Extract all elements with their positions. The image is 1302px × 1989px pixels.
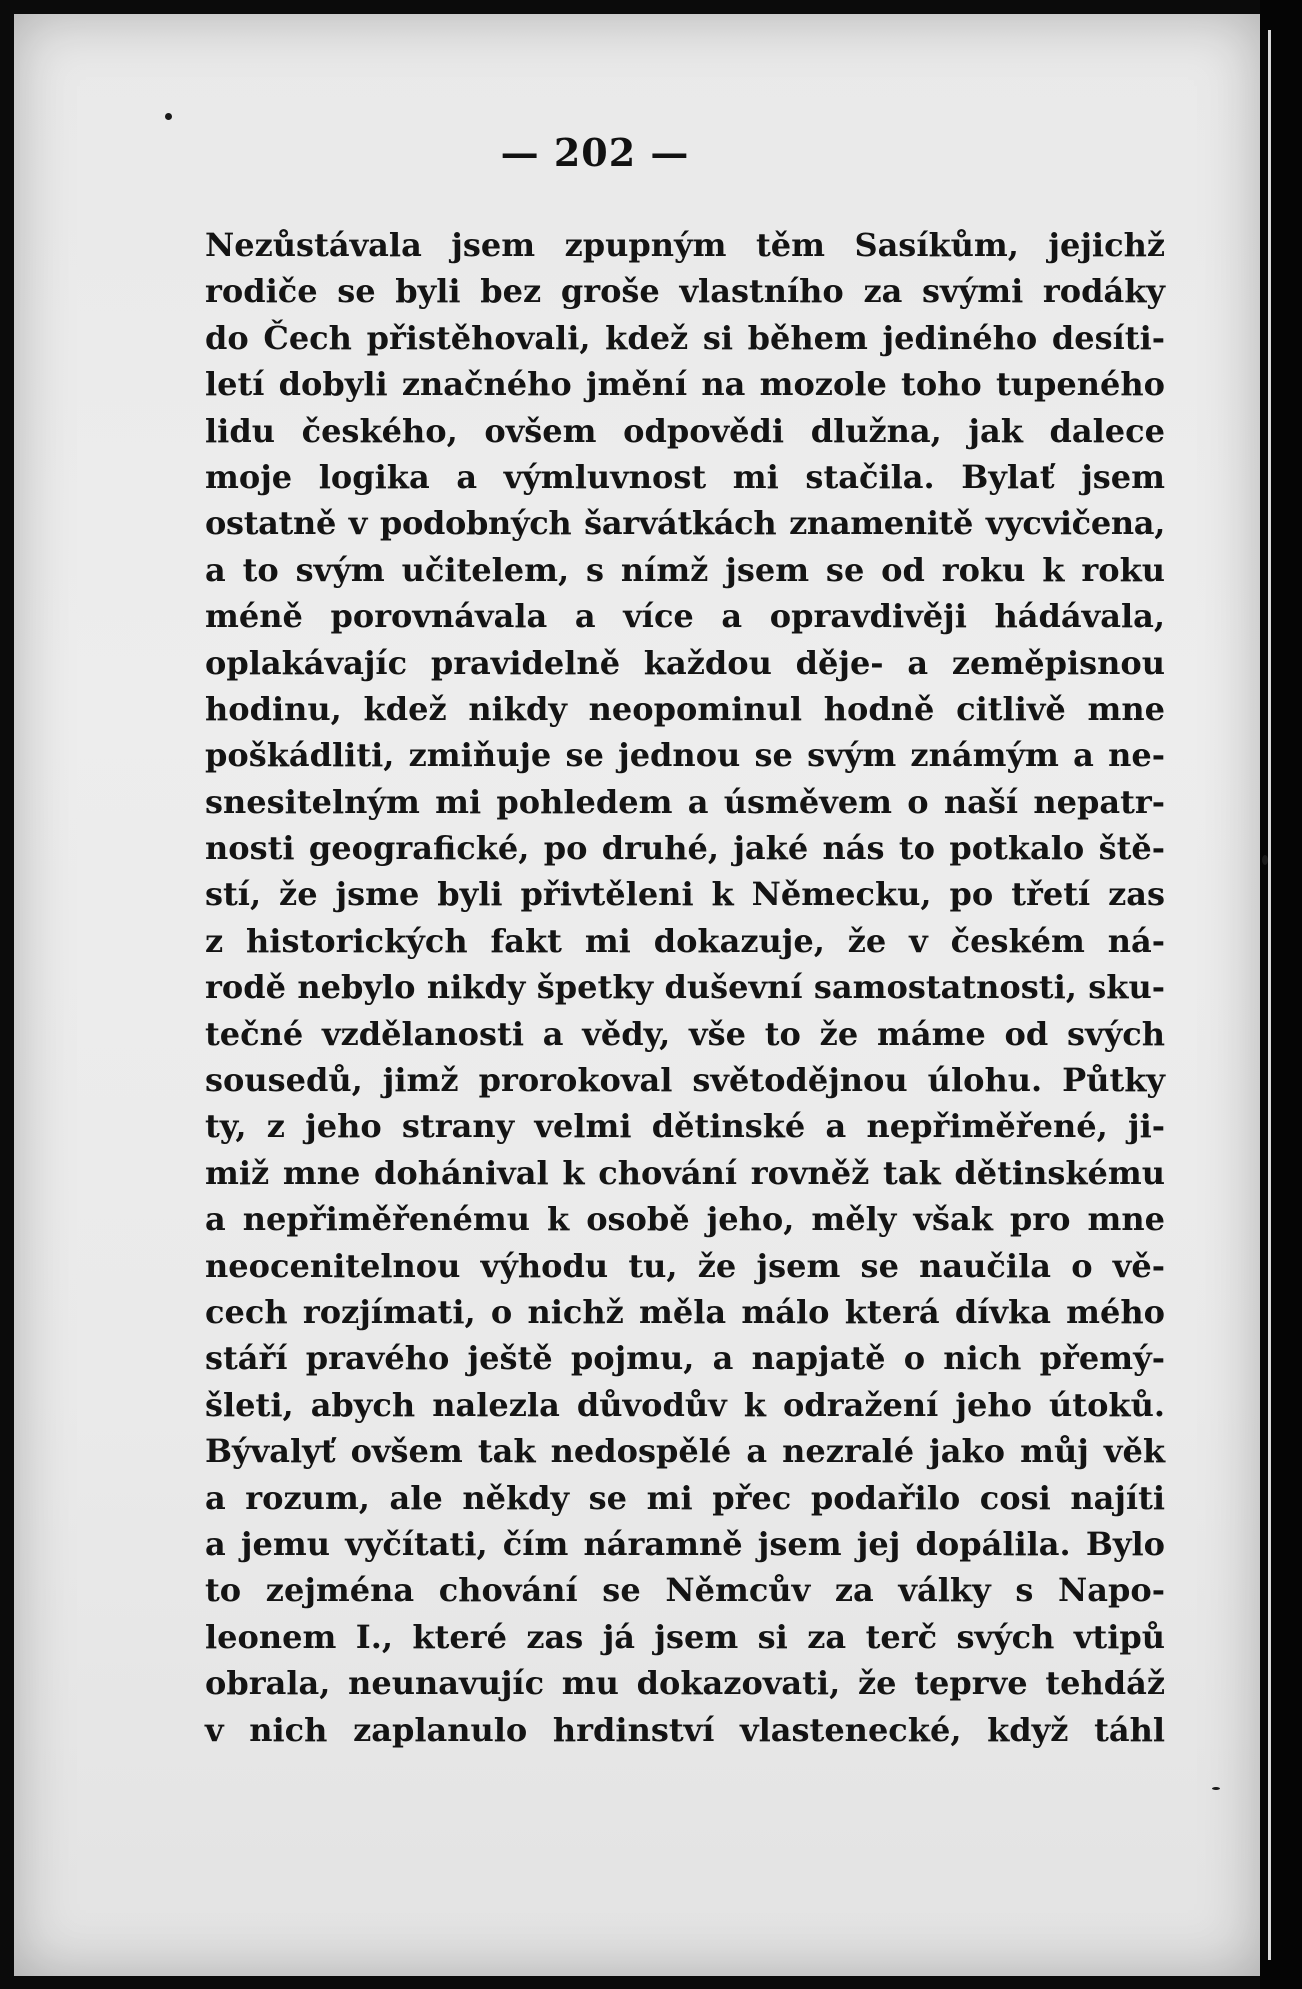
text-line: Nezůstávala jsem zpupným těm Sasíkům, jejichž xyxy=(205,226,1165,264)
text-line: snesitelným mi pohledem a úsměvem o naší nepatr- xyxy=(205,782,1165,821)
text-line: poškádliti, zmiňuje se jednou se svým známým a ne- xyxy=(205,736,1165,775)
text-line: neocenitelnou výhodu tu, že jsem se naučila o vě- xyxy=(205,1246,1165,1285)
page-number: — 202 — xyxy=(500,130,690,175)
text-line: méně porovnávala a více a opravdivěji hádávala, xyxy=(205,597,1165,636)
text-line: cech rozjímati, o nichž měla málo která dívka mého xyxy=(205,1292,1165,1331)
text-line: ty, z jeho strany velmi dětinské a nepřiměřené, ji- xyxy=(205,1107,1165,1146)
text-line: miž mne dohánival k chování rovněž tak dětinskému xyxy=(205,1153,1165,1192)
text-line: hodinu, kdež nikdy neopominul hodně citlivě mne xyxy=(205,689,1165,728)
text-line: lidu českého, ovšem odpovědi dlužna, jak dalece xyxy=(205,411,1165,450)
scan-speck xyxy=(1212,1787,1220,1790)
text-line: ostatně v podobných šarvátkách znamenitě vycvičena, xyxy=(205,504,1165,543)
text-line: rodiče se byli bez groše vlastního za svými rodáky xyxy=(205,272,1165,311)
text-line: z historických fakt mi dokazuje, že v českém ná- xyxy=(205,921,1165,960)
scan-speck xyxy=(1262,855,1268,865)
text-line: sousedů, jimž prorokoval světodějnou úlohu. Půtky xyxy=(205,1061,1165,1100)
text-line: leonem I., které zas já jsem si za terč svých vtipů xyxy=(205,1617,1165,1656)
text-line: oplakávajíc pravidelně každou děje- a zeměpisnou xyxy=(205,643,1165,682)
text-line: moje logika a výmluvnost mi stačila. Bylať jsem xyxy=(205,457,1165,496)
scan-speck xyxy=(165,113,172,120)
page-edge-shadow xyxy=(1260,0,1302,1989)
text-line: stí, že jsme byli přivtěleni k Německu, po třetí zas xyxy=(205,875,1165,914)
text-line: šleti, abych nalezla důvodův k odražení jeho útoků. xyxy=(205,1385,1165,1424)
text-line: rodě nebylo nikdy špetky duševní samostatnosti, sku- xyxy=(205,968,1165,1007)
text-line: letí dobyli značného jmění na mozole toho tupeného xyxy=(205,365,1165,404)
text-line: a rozum, ale někdy se mi přec podařilo cosi najíti xyxy=(205,1478,1165,1517)
text-line: Bývalyť ovšem tak nedospělé a nezralé jako můj věk xyxy=(205,1432,1165,1471)
body-text xyxy=(205,222,1165,1753)
text-line: v nich zaplanulo hrdinství vlastenecké, když táhl xyxy=(205,1710,1165,1749)
page-edge-line xyxy=(1268,30,1271,1960)
text-line: a jemu vyčítati, čím náramně jsem jej dopálila. Bylo xyxy=(205,1524,1165,1563)
text-line: stáří pravého ještě pojmu, a napjatě o nich přemý- xyxy=(205,1339,1165,1378)
text-line: nosti geografické, po druhé, jaké nás to potkalo ště- xyxy=(205,829,1165,868)
text-line: a nepřiměřenému k osobě jeho, měly však pro mne xyxy=(205,1200,1165,1239)
text-line: a to svým učitelem, s nímž jsem se od roku k roku xyxy=(205,550,1165,589)
text-line: do Čech přistěhovali, kdež si během jediného desíti- xyxy=(205,318,1165,357)
text-line: to zejména chování se Němcův za války s Napo- xyxy=(205,1571,1165,1610)
text-line: obrala, neunavujíc mu dokazovati, že teprve tehdáž xyxy=(205,1664,1165,1703)
text-line: tečné vzdělanosti a vědy, vše to že máme od svých xyxy=(205,1014,1165,1053)
